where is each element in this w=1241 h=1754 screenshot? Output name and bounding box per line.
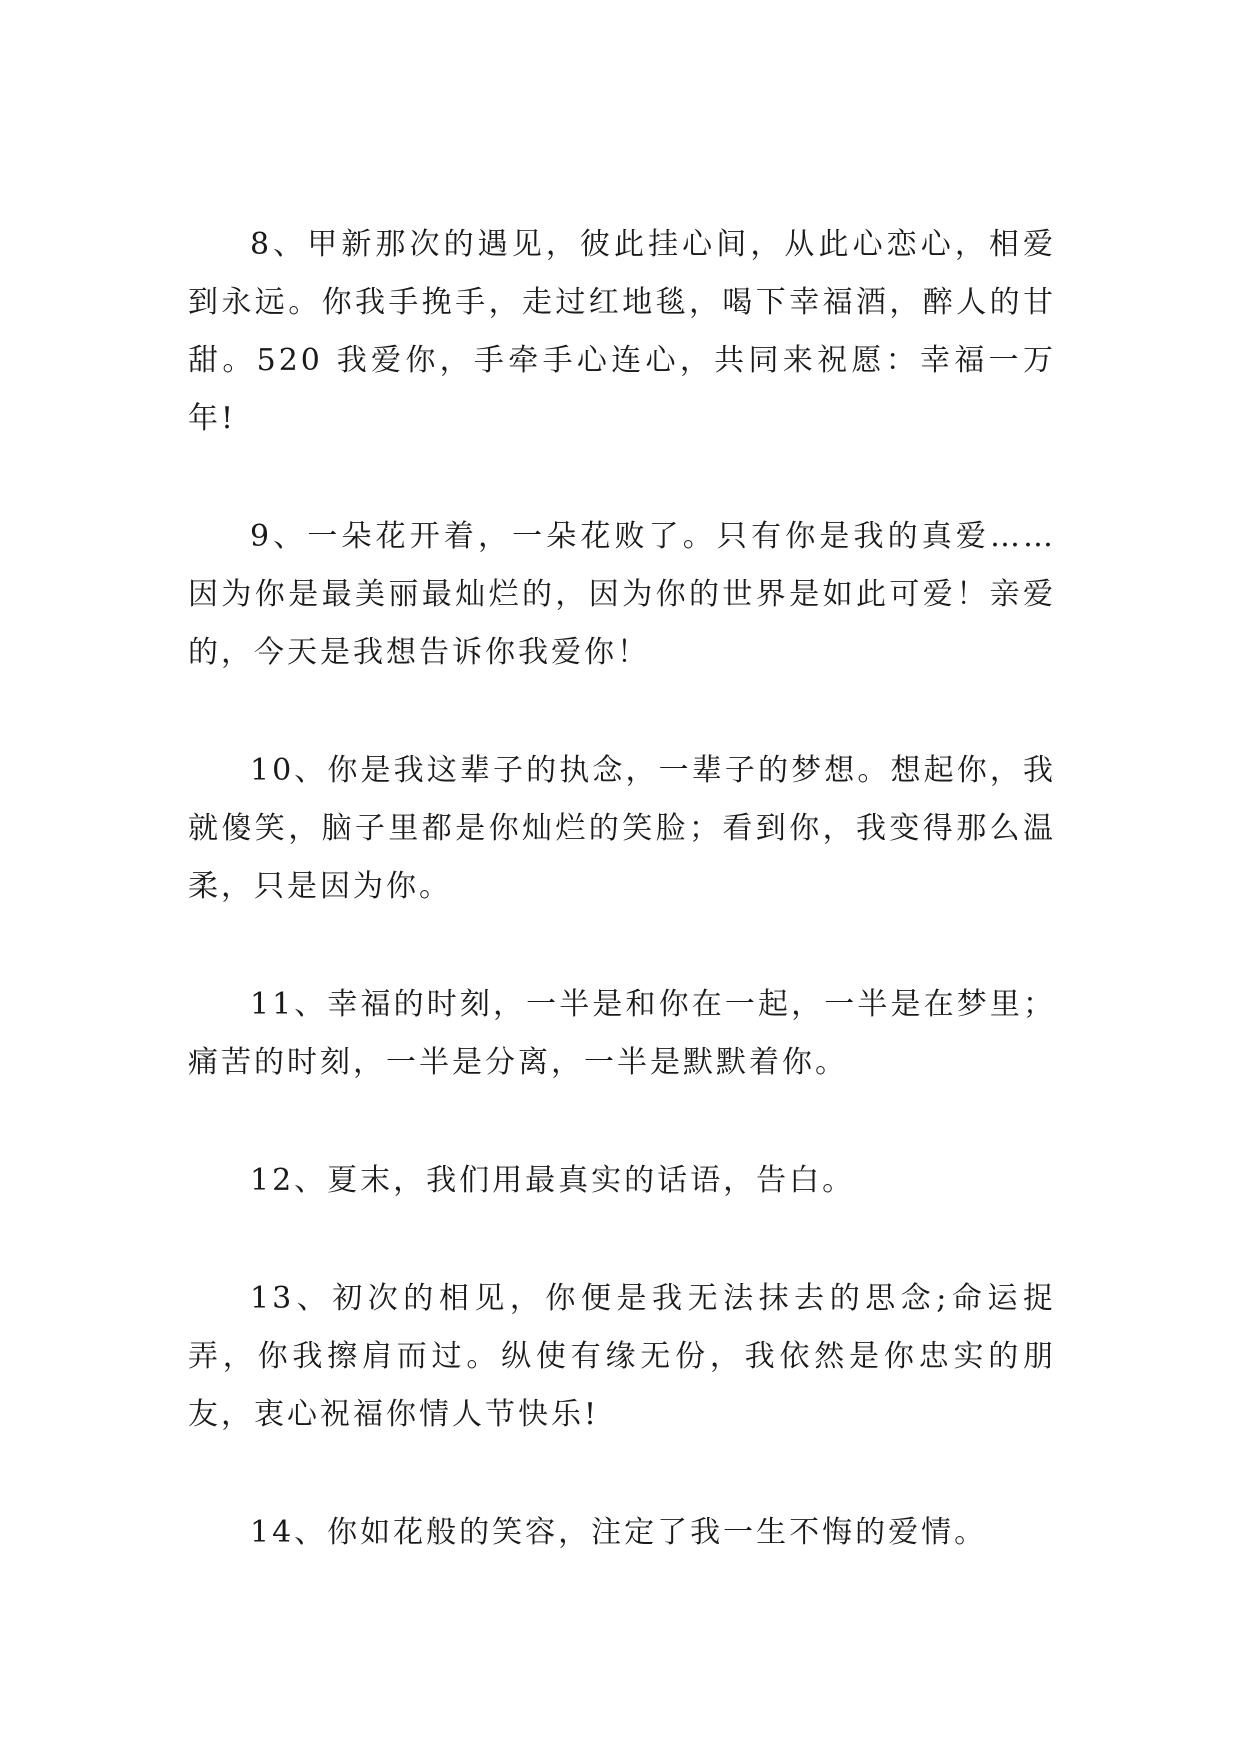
paragraph-12: 12、夏末，我们用最真实的话语，告白。	[250, 1163, 856, 1198]
paragraph-11: 11、幸福的时刻，一半是和你在一起，一半是在梦里；痛苦的时刻，一半是分离，一半是默默着你。	[188, 987, 1056, 1080]
paragraph-14: 14、你如花般的笑容，注定了我一生不悔的爱情。	[250, 1515, 988, 1550]
document-body	[188, 216, 1056, 1622]
paragraph-9: 9、一朵花开着，一朵花败了。只有你是我的真爱……因为你是最美丽最灿烂的，因为你的世界是如此可爱！亲爱的，今天是我想告诉你我爱你！	[188, 519, 1056, 670]
paragraph-10: 10、你是我这辈子的执念，一辈子的梦想。想起你，我就傻笑，脑子里都是你灿烂的笑脸；看到你，我变得那么温柔，只是因为你。	[188, 753, 1056, 904]
paragraph-8: 8、甲新那次的遇见，彼此挂心间，从此心恋心，相爱到永远。你我手挽手，走过红地毯，喝下幸福酒，醉人的甘甜。520 我爱你，手牵手心连心，共同来祝愿：幸福一万年!	[188, 227, 1056, 436]
paragraph-13: 13、初次的相见，你便是我无法抹去的思念;命运捉弄，你我擦肩而过。纵使有缘无份，我依然是你忠实的朋友，衷心祝福你情人节快乐!	[188, 1281, 1056, 1432]
